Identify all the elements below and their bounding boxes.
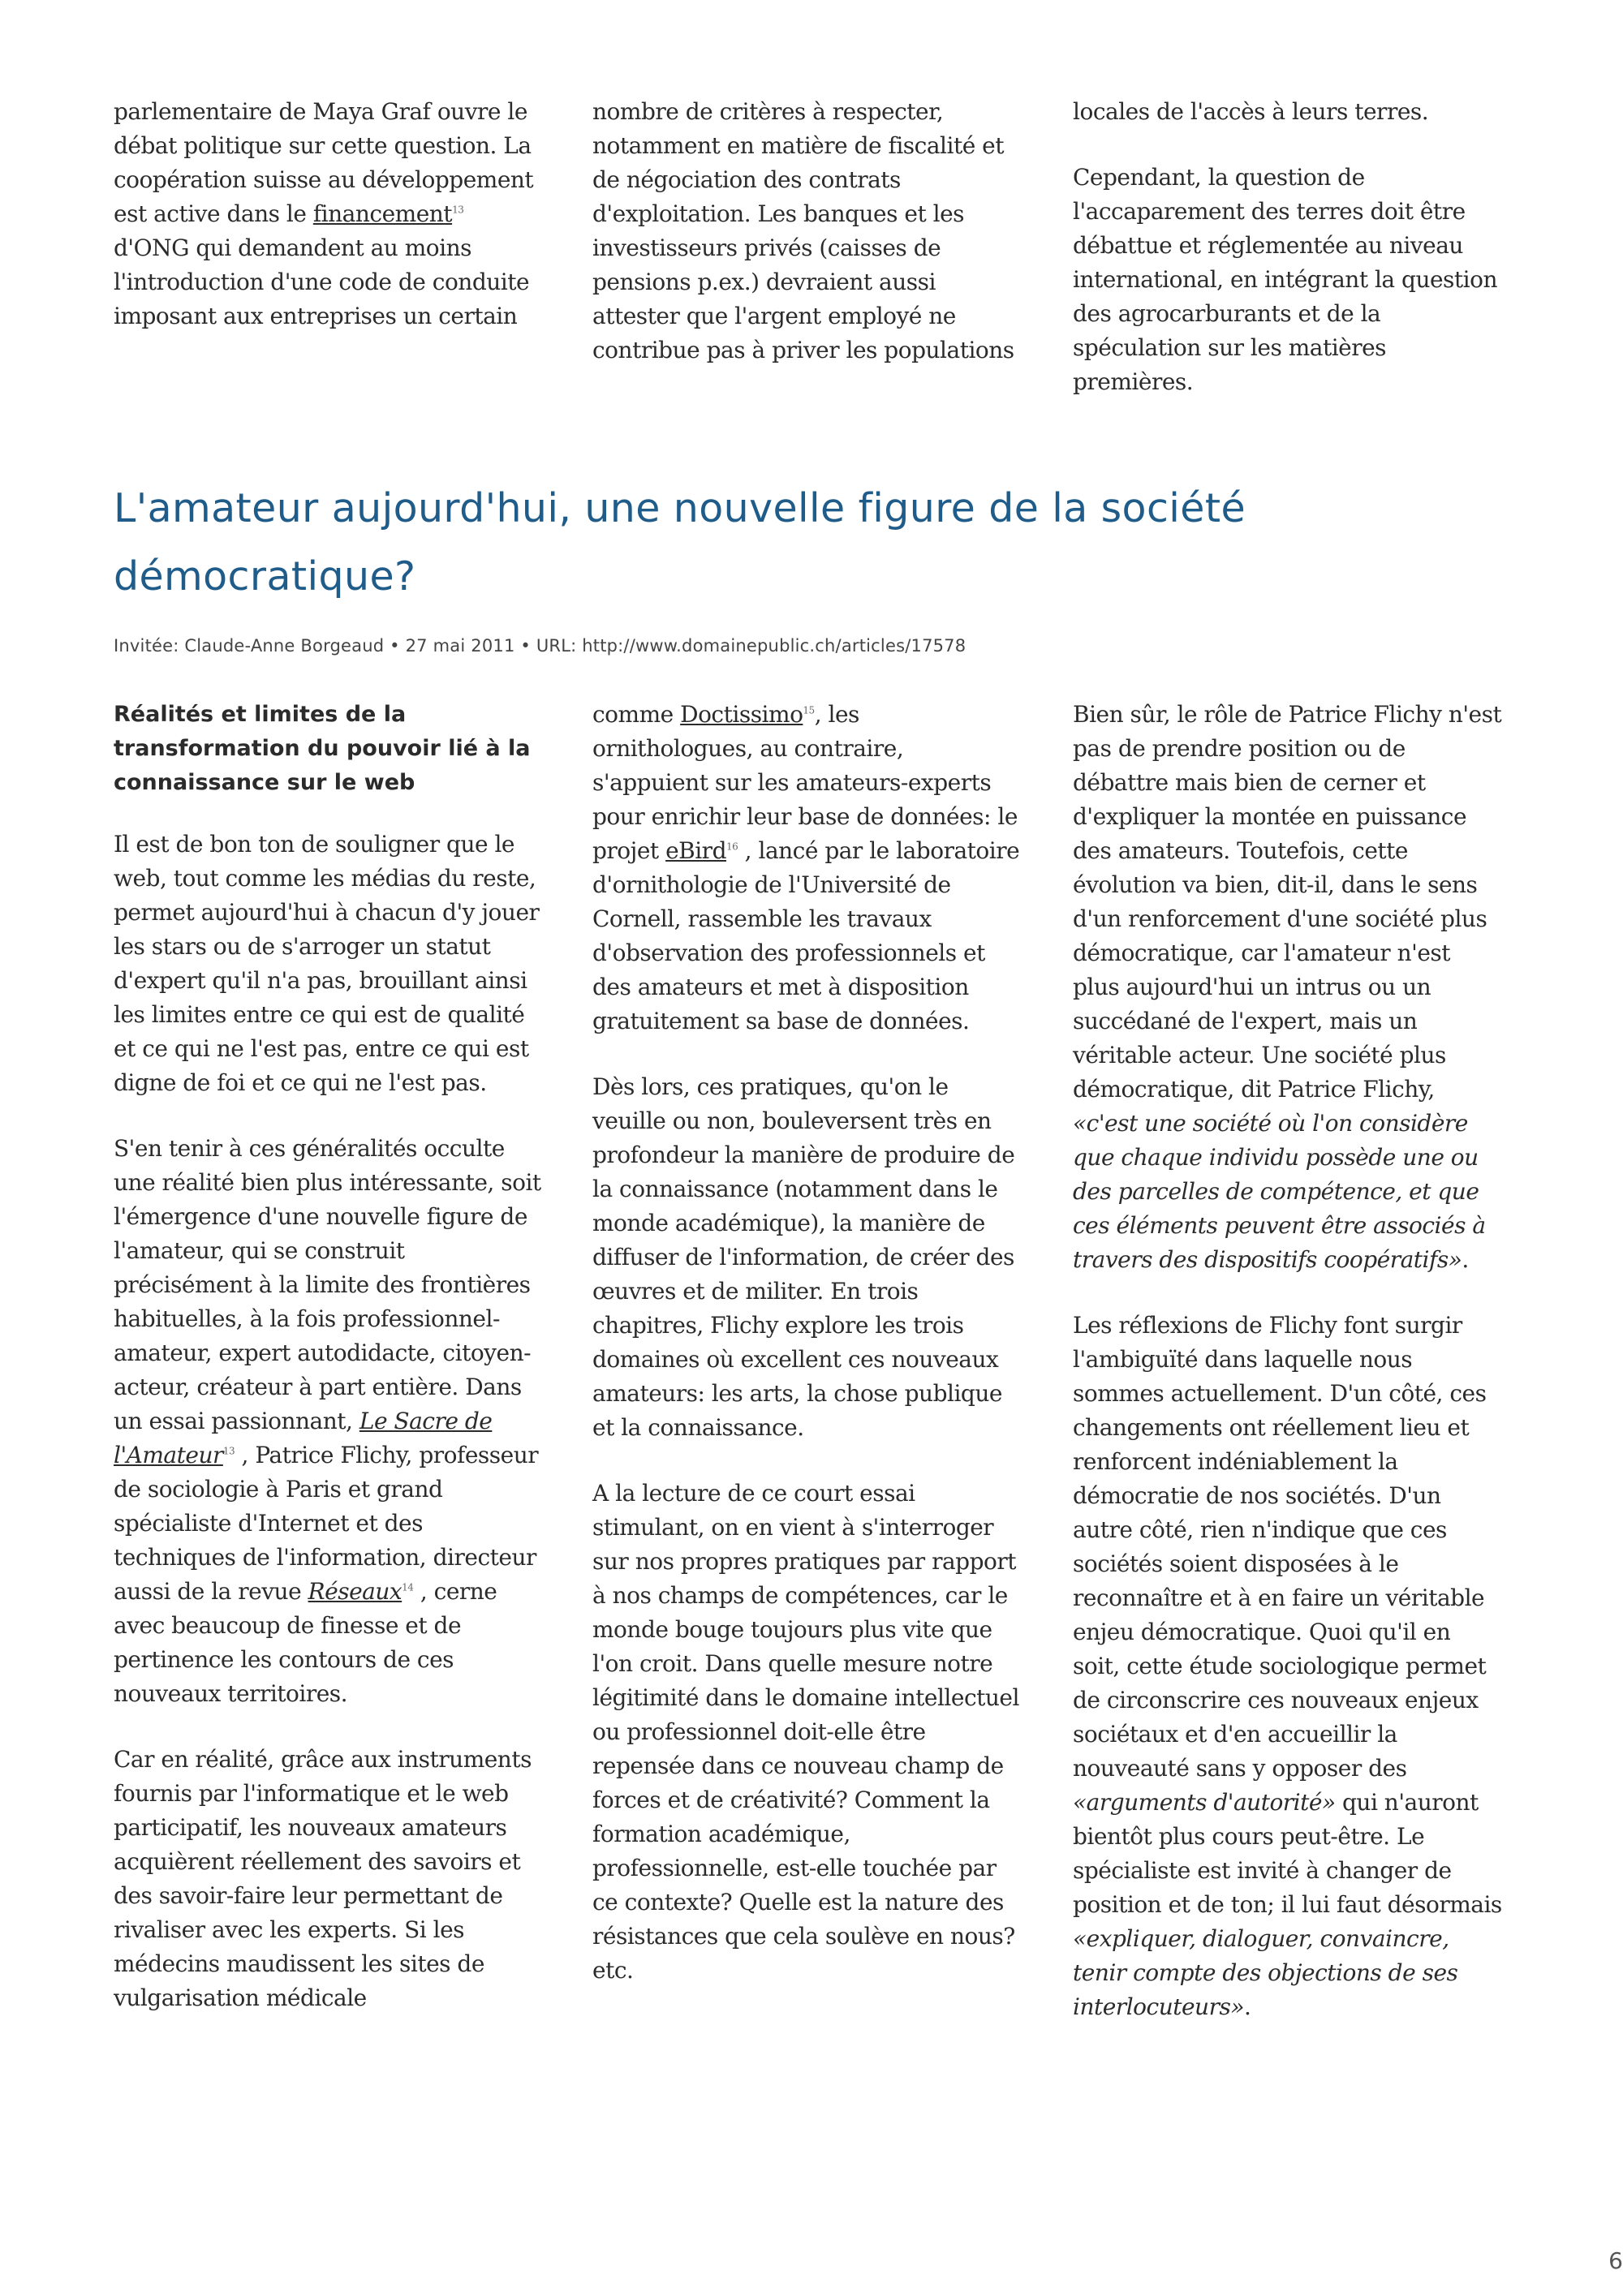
top-column-1 [114, 95, 544, 365]
paragraph: A la lecture de ce court essai stimulant, on en vient à s'interroger sur nos propres pratiques par rapport à nos champs de compétences, car le monde bouge toujours plus vite que l'on croit. Dans quelle mesure notre légitimité dans le domaine intellectuel ou professionnel doit-elle être repensée dans ce nouveau champ de forces et de créativité? Comment la formation académique, professionnelle, est-elle touchée par ce contexte? Quelle est la nature des résistances que cela soulève en nous? etc. [592, 1480, 1019, 1984]
paragraph: comme Doctissimo$^{15}$, les ornithologues, au contraire, s'appuient sur les amateurs-experts pour enrichir leur base de données: le projet eBird$^{16}$ , lancé par le laboratoire d'ornithologie de l'Université de Cornell, rassemble les travaux d'observation des professionnels et des amateurs et met à disposition gratuitement sa base de données. [592, 701, 1020, 1034]
article-subheading: Réalités et limites de la transformation du pouvoir lié à la connaissance sur le web [114, 702, 531, 795]
footnote-ref: 14 [402, 1581, 414, 1593]
paragraph: parlementaire de Maya Graf ouvre le débat politique sur cette question. La coopération suisse au développement est active dans le financement$^{13}$ d'ONG qui demandent au moins l'introduction d'une code de conduite imposant aux entreprises un certain [114, 98, 534, 329]
footnote-ref: 13 [452, 204, 464, 216]
ebird-link[interactable]: eBird [665, 837, 726, 864]
reseaux-link[interactable]: Réseaux [308, 1578, 403, 1605]
article-column-3 [1073, 698, 1503, 2056]
article-column-1 [114, 698, 544, 2047]
paragraph: locales de l'accès à leurs terres. [1073, 98, 1429, 125]
paragraph: Il est de bon ton de souligner que le web, tout comme les médias du reste, permet aujourd'hui à chacun d'y jouer les stars ou de s'arroger un statut d'expert qu'il n'a pas, brouillant ainsi les limites entre ce qui est de qualité et ce qui ne l'est pas, entre ce qui est digne de foi et ce qui ne l'est pas. [114, 831, 540, 1096]
page-number: 6 [1608, 2247, 1623, 2274]
article-byline: Invitée: Claude-Anne Borgeaud • 27 mai 2011 • URL: http://www.domainepublic.ch/articles/17578 [114, 636, 966, 656]
footnote-ref: 13 [222, 1445, 235, 1457]
footnote-ref: 15 [803, 704, 815, 716]
paragraph: Car en réalité, grâce aux instruments fournis par l'informatique et le web participatif, les nouveaux amateurs acquièrent réellement des savoirs et des savoir-faire leur permettant de rivaliser avec les experts. Si les médecins maudissent les sites de vulgarisation médicale [114, 1746, 532, 2011]
paragraph: Les réflexions de Flichy font surgir l'ambiguïté dans laquelle nous sommes actuellement. D'un côté, ces changements ont réellement lieu et renforcent indéniablement la démocratie de nos sociétés. D'un autre côté, rien n'indique que ces sociétés soient disposées à le reconnaître et à en faire un véritable enjeu démocratique. Quoi qu'il en soit, cette étude sociologique permet de circonscrire ces nouveaux enjeux sociétaux et d'en accueillir la nouveauté sans y opposer des «arguments d'autorité» qui n'auront bientôt plus cours peut-être. Le spécialiste est invité à changer de position et de ton; il lui faut désormais «expliquer, dialoguer, convaincre, tenir compte des objections de ses interlocuteurs». [1073, 1312, 1502, 2020]
article-title: L'amateur aujourd'hui, une nouvelle figure de la société démocratique? [114, 485, 1246, 600]
footnote-ref: 16 [726, 841, 738, 853]
financement-link[interactable]: financement [312, 200, 453, 227]
article-column-2 [592, 698, 1022, 2019]
doctissimo-link[interactable]: Doctissimo [680, 701, 803, 728]
top-column-2 [592, 95, 1022, 399]
le-sacre-de-l-amateur-link[interactable]: Le Sacre de l'Amateur [114, 1408, 493, 1468]
paragraph: nombre de critères à respecter, notamment en matière de fiscalité et de négociation des contrats d'exploitation. Les banques et les investisseurs privés (caisses de pensions p.ex.) devraient aussi attester que l'argent employé ne contribue pas à priver les populations [592, 98, 1014, 363]
paragraph: Dès lors, ces pratiques, qu'on le veuille ou non, bouleversent très en profondeur la manière de produire de la connaissance (notamment dans le monde académique), la manière de diffuser de l'information, de créer des œuvres et de militer. En trois chapitres, Flichy explore les trois domaines où excellent ces nouveaux amateurs: les arts, la chose publique et la connaissance. [592, 1073, 1015, 1441]
paragraph: S'en tenir à ces généralités occulte une réalité bien plus intéressante, soit l'émergence d'une nouvelle figure de l'amateur, qui se construit précisément à la limite des frontières habituelles, à la fois professionnel-amateur, expert autodidacte, citoyen-acteur, créateur à part entière. Dans un essai passionnant, Le Sacre de l'Amateur$^{13}$ , Patrice Flichy, professeur de sociologie à Paris et grand spécialiste d'Internet et des techniques de l'information, directeur aussi de la revue Réseaux$^{14}$ , cerne avec beaucoup de finesse et de pertinence les contours de ces nouveaux territoires. [114, 1135, 541, 1707]
paragraph: Bien sûr, le rôle de Patrice Flichy n'est pas de prendre position ou de débattre mais bien de cerner et d'expliquer la montée en puissance des amateurs. Toutefois, cette évolution va bien, dit-il, dans le sens d'un renforcement d'une société plus démocratique, car l'amateur n'est plus aujourd'hui un intrus ou un succédané de l'expert, mais un véritable acteur. Une société plus démocratique, dit Patrice Flichy, «c'est une société où l'on considère que chaque individu possède une ou des parcelles de compétence, et que ces éléments peuvent être associés à travers des dispositifs coopératifs». [1073, 701, 1502, 1273]
paragraph: Cependant, la question de l'accaparement des terres doit être débattue et réglementée au niveau international, en intégrant la question des agrocarburants et de la spéculation sur les matières premières. [1073, 164, 1498, 395]
top-column-3 [1073, 95, 1503, 431]
